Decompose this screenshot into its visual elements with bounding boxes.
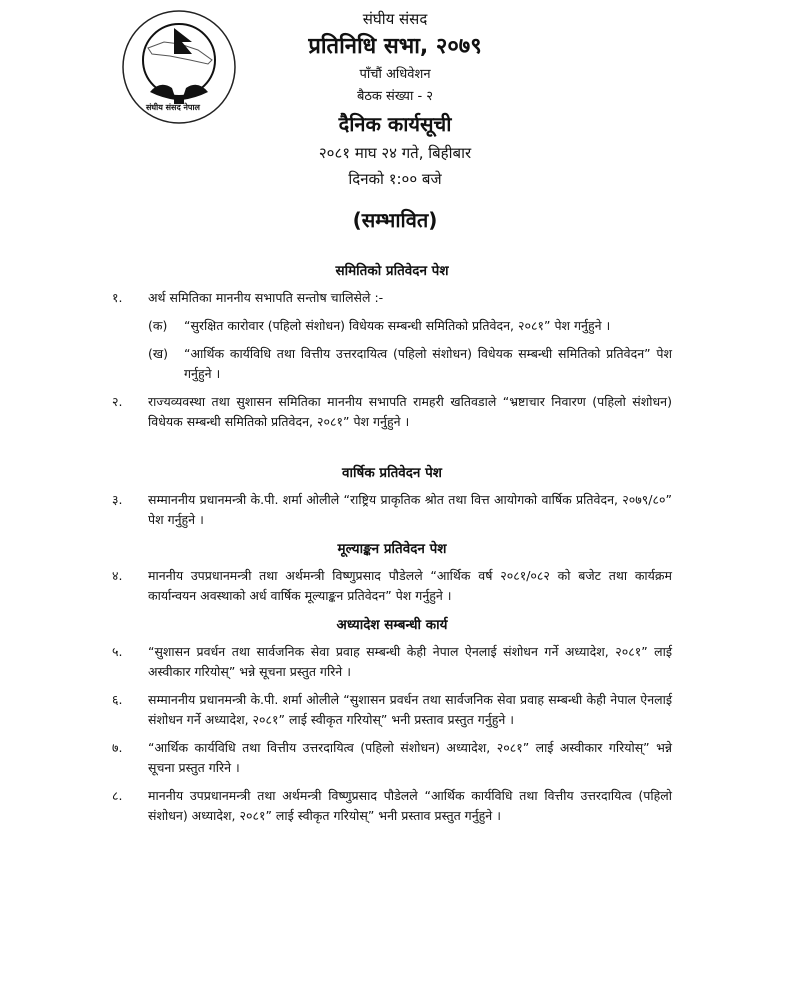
agenda-subitem [148,344,672,384]
section-heading: अध्यादेश सम्बन्धी कार्य [336,617,448,633]
session-label: पाँचौं अधिवेशन [359,67,431,82]
subitem-text: “आर्थिक कार्यविधि तथा वित्तीय उत्तरदायित्व (पहिलो संशोधन) विधेयक सम्बन्धी समितिको प्रतिवेदन” पेश गर्नुहुने । [184,346,672,381]
item-number: २. [112,394,123,409]
house-title: प्रतिनिधि सभा, २०७९ [308,34,482,59]
item-text: “सुशासन प्रवर्धन तथा सार्वजनिक सेवा प्रवाह सम्बन्धी केही नेपाल ऐनलाई संशोधन गर्ने अध्यादेश, २०८१” लाई अस्वीकार गरियोस्” भन्ने सूचना प्रस्तुत गरिने । [148,644,672,679]
section-heading: समितिको प्रतिवेदन पेश [335,263,449,279]
item-number: ७. [112,740,123,755]
subitem-number: (ख) [148,346,168,361]
agenda-title: दैनिक कार्यसूची [338,112,452,136]
item-text: अर्थ समितिका माननीय सभापति सन्तोष चालिसेले :- [148,290,384,305]
agenda-item [112,490,672,530]
section-heading: वार्षिक प्रतिवेदन पेश [342,465,442,481]
item-text: सम्माननीय प्रधानमन्त्री के.पी. शर्मा ओलीले “सुशासन प्रवर्धन तथा सार्वजनिक सेवा प्रवाह सम्बन्धी केही नेपाल ऐनलाई संशोधन गर्ने अध्यादेश, २०८१” लाई स्वीकृत गरियोस्” भनी प्रस्ताव प्रस्तुत गर्नुहुने । [148,692,672,727]
item-number: १. [112,290,123,305]
item-number: ५. [112,644,123,659]
agenda-item [112,786,672,826]
emblem-caption: संघीय संसद नेपाल [146,103,200,112]
agenda-item [112,566,672,606]
document-header [230,8,560,240]
item-text: सम्माननीय प्रधानमन्त्री के.पी. शर्मा ओलीले “राष्ट्रिय प्राकृतिक श्रोत तथा वित्त आयोगको वार्षिक प्रतिवेदन, २०७९/८०” पेश गर्नुहुने । [148,492,672,527]
item-number: ३. [112,492,123,507]
agenda-status: (सम्भावित) [352,208,438,232]
parliament-emblem-icon [120,8,238,126]
agenda-item [112,738,672,778]
agenda-body [112,252,672,834]
item-text: “आर्थिक कार्यविधि तथा वित्तीय उत्तरदायित्व (पहिलो संशोधन) अध्यादेश, २०८१” लाई अस्वीकार गरियोस्” भन्ने सूचना प्रस्तुत गरिने । [148,740,672,775]
parliament-name: संघीय संसद [362,10,428,28]
agenda-subitem [148,316,672,336]
item-number: ८. [112,788,123,803]
section-heading: मूल्याङ्कन प्रतिवेदन पेश [337,541,447,557]
agenda-item [112,392,672,432]
agenda-item [112,642,672,682]
subitem-number: (क) [148,318,168,333]
item-number: ४. [112,568,123,583]
item-text: माननीय उपप्रधानमन्त्री तथा अर्थमन्त्री विष्णुप्रसाद पौडेलले “आर्थिक वर्ष २०८१/०८२ को बजेट तथा कार्यक्रम कार्यान्वयन अवस्थाको अर्ध वार्षिक मूल्याङ्कन प्रतिवेदन” पेश गर्नुहुने । [148,568,672,603]
item-text: माननीय उपप्रधानमन्त्री तथा अर्थमन्त्री विष्णुप्रसाद पौडेलले “आर्थिक कार्यविधि तथा वित्तीय उत्तरदायित्व (पहिलो संशोधन) अध्यादेश, २०८१” लाई स्वीकृत गरियोस्” भनी प्रस्ताव प्रस्तुत गर्नुहुने । [148,788,672,823]
item-text: राज्यव्यवस्था तथा सुशासन समितिका माननीय सभापति रामहरी खतिवडाले “भ्रष्टाचार निवारण (पहिलो संशोधन) विधेयक सम्बन्धी समितिको प्रतिवेदन, २०८१” पेश गर्नुहुने । [148,394,672,429]
subitem-text: “सुरक्षित कारोवार (पहिलो संशोधन) विधेयक सम्बन्धी समितिको प्रतिवेदन, २०८१” पेश गर्नुहुने । [184,318,611,333]
agenda-item [112,690,672,730]
item-number: ६. [112,692,123,707]
meeting-time: दिनको १:०० बजे [348,170,442,188]
meeting-number: बैठक संख्या - २ [356,89,434,104]
meeting-date: २०८१ माघ २४ गते, बिहीबार [318,144,472,162]
agenda-item [112,288,672,308]
